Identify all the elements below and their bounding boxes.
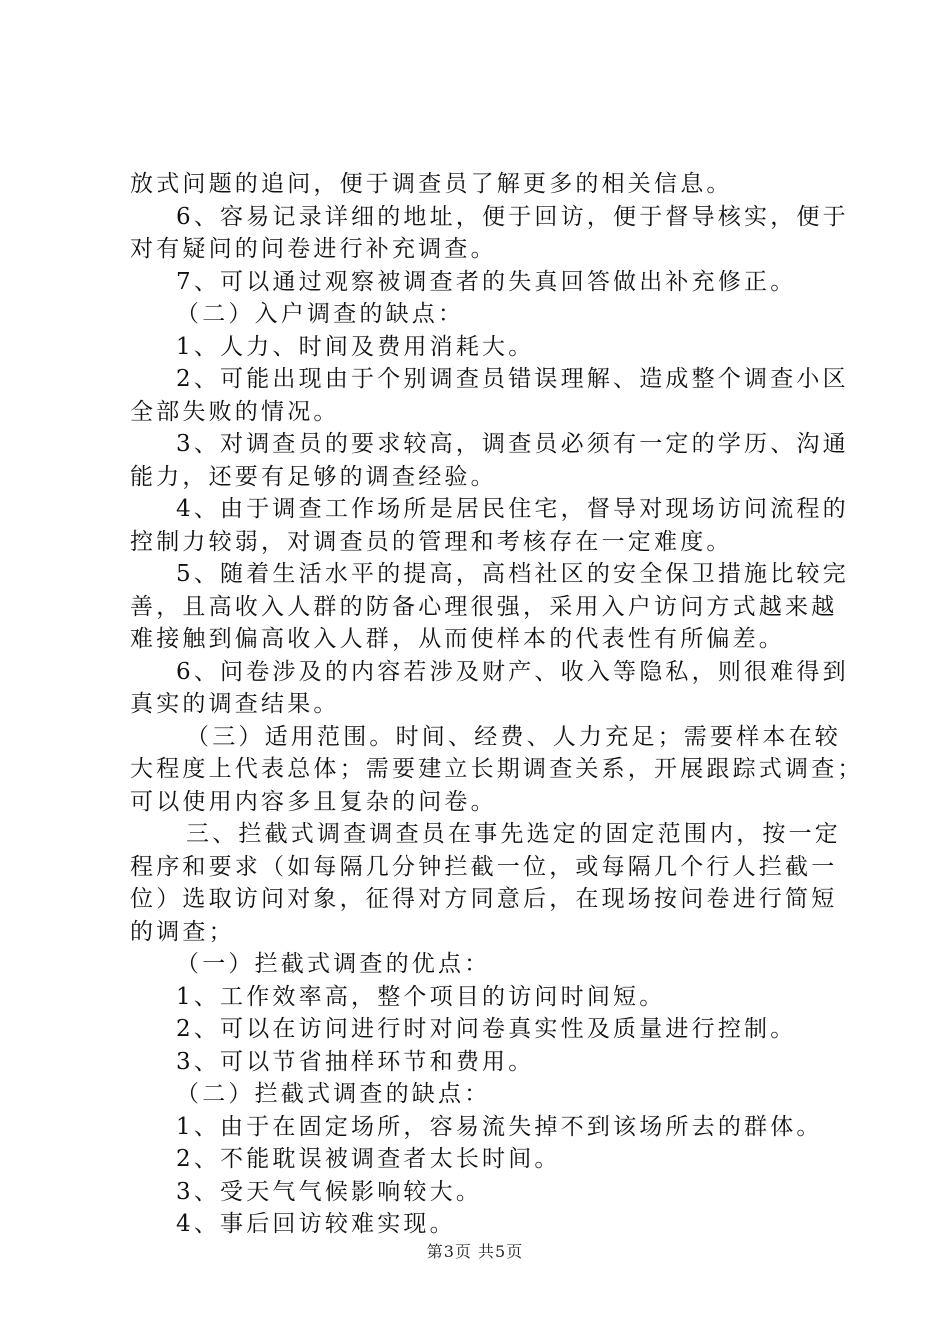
text-line: 2、可能出现由于个别调查员错误理解、造成整个调查小区 [176, 366, 849, 392]
section-heading: （二）入户调查的缺点： [176, 301, 465, 327]
text-line: 1、工作效率高，整个项目的访问时间短。 [176, 983, 666, 1010]
text-line: 2、不能耽误被调查者太长时间。 [176, 1146, 561, 1172]
text-line: 3、受天气气候影响较大。 [176, 1178, 483, 1205]
text-line: 放式问题的追问，便于调查员了解更多的相关信息。 [130, 171, 733, 197]
text-line: 全部失败的情况。 [130, 398, 340, 425]
text-line: 可以使用内容多且复杂的问卷。 [130, 788, 497, 815]
text-line: 真实的调查结果。 [130, 691, 340, 717]
text-line: 位）选取访问对象，征得对方同意后，在现场按问卷进行简短 [130, 886, 838, 912]
text-line: 对有疑问的问卷进行补充调查。 [130, 236, 497, 262]
text-line: 1、人力、时间及费用消耗大。 [176, 333, 535, 360]
document-body [130, 168, 864, 1241]
text-line: 1、由于在固定场所，容易流失掉不到该场所去的群体。 [176, 1113, 823, 1140]
text-line: 6、问卷涉及的内容若涉及财产、收入等隐私，则很难得到 [176, 658, 849, 685]
section-heading: （一）拦截式调查的优点： [176, 951, 491, 977]
text-line: 善，且高收入人群的防备心理很强，采用入户访问方式越来越 [130, 593, 838, 620]
text-line: 6、容易记录详细的地址，便于回访，便于督导核实，便于 [176, 203, 849, 230]
text-line: 4、事后回访较难实现。 [176, 1211, 456, 1237]
text-line: 大程度上代表总体；需要建立长期调查关系，开展跟踪式调查； [130, 756, 864, 782]
text-line: 控制力较弱，对调查员的管理和考核存在一定难度。 [130, 528, 733, 555]
text-line: 7、可以通过观察被调查者的失真回答做出补充修正。 [176, 268, 797, 295]
section-heading: （三）适用范围。时间、经费、人力充足；需要样本在较 [186, 723, 841, 750]
text-line: 3、可以节省抽样环节和费用。 [176, 1048, 535, 1075]
section-heading: 三、拦截式调查调查员在事先选定的固定范围内，按一定 [186, 821, 841, 847]
text-line: 程序和要求（如每隔几分钟拦截一位，或每隔几个行人拦截一 [130, 853, 838, 880]
section-heading: （二）拦截式调查的缺点： [176, 1081, 491, 1107]
text-line: 5、随着生活水平的提高，高档社区的安全保卫措施比较完 [176, 561, 849, 587]
text-line: 2、可以在访问进行时对问卷真实性及质量进行控制。 [176, 1016, 797, 1042]
text-line: 难接触到偏高收入人群，从而使样本的代表性有所偏差。 [130, 626, 785, 652]
text-line: 3、对调查员的要求较高，调查员必须有一定的学历、沟通 [176, 431, 849, 457]
text-line: 4、由于调查工作场所是居民住宅，督导对现场访问流程的 [176, 496, 849, 522]
text-line: 的调查； [130, 918, 235, 945]
page-number: 第3页 共5页 [426, 1242, 524, 1261]
text-line: 能力，还要有足够的调查经验。 [130, 463, 497, 490]
